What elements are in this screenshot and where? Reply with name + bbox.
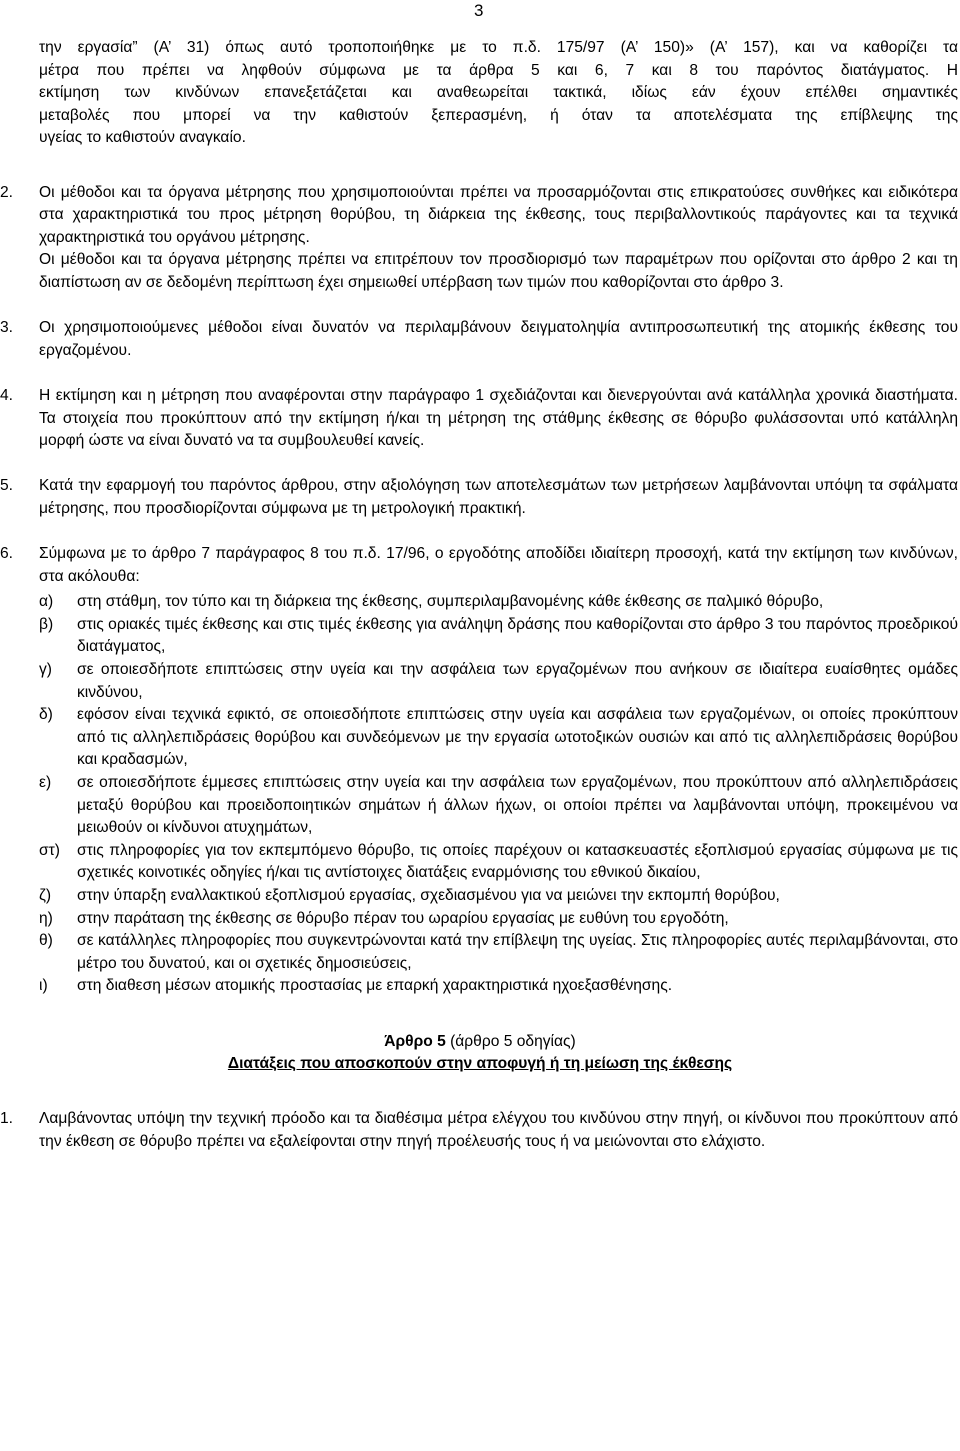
intro-paragraph (39, 37, 958, 60)
article-subtitle: Διατάξεις που αποσκοπούν στην αποφυγή ή τη μείωση της έκθεσης (227, 1055, 733, 1073)
paragraph-number: 1. (0, 1110, 14, 1128)
sub-list-text: στη διαθεση μέσων ατομικής προστασίας με επαρκή χαρακτηριστικά ηχοεξασθένησης. (77, 977, 673, 995)
sub-list-item (39, 975, 958, 998)
sub-list-letter: α) (39, 593, 54, 611)
paragraph-text: Η εκτίμηση και η μέτρηση που αναφέρονται στην παράγραφο 1 σχεδιάζονται και διενεργούνται ανά κατάλληλα χρονικά διαστήματα. Τα στοιχεία που προκύπτουν από την εκτίμηση ή/και τη μέτρηση της στάθμης έκθεσης σε θόρυβο φυλάσσονται υπό κατάλληλη μορφή ώστε να είναι δυνατό να τα συμβουλευθεί κανείς. (39, 386, 958, 450)
intro-line: την εργασία” (Α’ 31) όπως αυτό τροποποιήθηκε με το π.δ. 175/97 (Α’ 150)» (Α’ 157), και να καθορίζει τα (39, 39, 958, 56)
paragraph-text (39, 249, 958, 294)
sub-list-text: στην παράταση της έκθεσης σε θόρυβο πέραν του ωραρίου εργασίας με ευθύνη του εργοδότη, (77, 909, 729, 927)
intro-line: μέτρα που πρέπει να ληφθούν σύμφωνα με τα άρθρα 5 και 6, 7 και 8 του παρόντος διατάγματος. Η (39, 61, 958, 79)
sub-list (39, 591, 958, 998)
sub-list-text: σε οποιεσδήποτε έμμεσες επιπτώσεις στην υγεία και την ασφάλεια των εργαζομένων, που προκύπτουν από αλληλεπιδράσεις μεταξύ θορύβου και προειδοποιητικών σημάτων ή άλλων ήχων, οι οποίοι πρέπει να λαμβάνονται υπόψη, προκειμένου να μειωθούν οι κίνδυνοι ατυχημάτων, (77, 774, 958, 837)
intro-line: μεταβολές που μπορεί να την καθιστούν ξεπερασμένη, ή όταν τα αποτελέσματα της επίβλεψης της (39, 106, 958, 124)
sub-list-letter: ι) (39, 977, 48, 995)
intro-paragraph (39, 105, 958, 128)
intro-line: εκτίμηση των κινδύνων επανεξετάζεται και αναθεωρείται τακτικά, ιδίως εάν έχουν επέλθει σημαντικές (39, 84, 958, 102)
sub-list-letter: β) (39, 615, 54, 633)
article-heading (0, 1031, 960, 1076)
sub-list-letter: θ) (39, 932, 53, 950)
article-title-line (0, 1031, 960, 1054)
paragraph-text: Λαμβάνοντας υπόψη την τεχνική πρόοδο και τα διαθέσιμα μέτρα ελέγχου του κινδύνου στην πηγή, οι κίνδυνοι που προκύπτουν από την έκθεση σε θόρυβο πρέπει να εξαλείφονται στην πηγή προέλευσής τους ή να μειώνονται στο ελάχιστο. (39, 1110, 958, 1150)
intro-paragraph (39, 60, 958, 83)
sub-list-item (39, 614, 958, 659)
intro-paragraph (39, 127, 958, 150)
sub-list-item (39, 704, 958, 772)
paragraph-item-5: 5. Κατά την εφαρμογή του παρόντος άρθρου, στην αξιολόγηση των αποτελεσμάτων των μετρήσεων λαμβάνονται υπόψη τα σφάλματα μέτρησης, που προσδιορίζονται σύμφωνα με τη μετρολογική πρακτική. (39, 475, 958, 520)
page-number: 3 (474, 1, 484, 20)
article-paragraph-1 (0, 1108, 958, 1153)
paragraph-item-6: 6. Σύμφωνα με το άρθρο 7 παράγραφος 8 του π.δ. 17/96, ο εργοδότης αποδίδει ιδιαίτερη προσοχή, κατά την εκτίμηση των κινδύνων, στα ακόλουθα: α) στη στάθμη, τον τύπο και τη διάρκεια της έκθεσης, συμπεριλαμβανομένης κάθε έκθεσης σε παλμικό θόρυβο, β) στις οριακές τιμές έκθεσης και στις τιμές έκθεσης για ανάληψη δράσης που καθορίζονται στο άρθρο 3 του παρόντος προεδρικού διατάγματος, γ) σε οποιεσδήποτε επιπτώσεις στην υγεία και την ασφάλεια των εργαζομένων που ανήκουν σε ιδιαίτερα ευαίσθητες ομάδες κινδύνου, δ) εφόσον είναι τεχνικά εφικτό, σε οποιεσδήποτε επιπτώσεις στην υγεία και ασφάλεια των εργαζομένων, οι οποίες προκύπτουν από τις αλληλεπιδράσεις θορύβου και συνδεόμενων με την εργασία ωτοτοξικών ουσιών και από τις αλληλεπιδράσεις θορύβου και κραδασμών, ε) σε οποιεσδήποτε έμμεσες επιπτώσεις στην υγεία και την ασφάλεια των εργαζομένων, που προκύπτουν από αλληλεπιδράσεις μεταξύ θορύβου και προειδοποιητικών σημάτων ή άλλων ήχων, οι οποίοι πρέπει να λαμβάνονται υπόψη, προκειμένου να μειωθούν οι κίνδυνοι ατυχημάτων, στ) στις πληροφορίες για τον εκπεμπόμενο θόρυβο, τις οποίες παρέχουν οι κατασκευαστές εξοπλισμού εργασίας σύμφωνα με τις σχετικές κοινοτικές οδηγίες ή/και τις αντίστοιχες διατάξεις εναρμόνισης του εθνικού δικαίου, ζ) στην ύπαρξη εναλλακτικού εξοπλισμού εργασίας, σχεδιασμένου για να μειώνει την εκπομπή θορύβου, η) στην παράταση της έκθεσης σε θόρυβο πέραν του ωραρίου εργασίας με ευθύνη του εργοδότη, θ) σε κατάλληλες πληροφορίες που συγκεντρώνονται κατά την επίβλεψη της υγείας. Στις πληροφορίες αυτές περιλαμβάνονται, στο μέτρο του δυνατού, και οι σχετικές δημοσιεύσεις, ι) στη διαθεση μέσων ατομικής προστασίας με επαρκή χαρακτηριστικά ηχοεξασθένησης. (39, 543, 958, 998)
sub-list-item (39, 659, 958, 704)
paragraph-text-span: Οι μέθοδοι και τα όργανα μέτρησης πρέπει να επιτρέπουν τον προσδιορισμό των παραμέτρων που ορίζονται στο άρθρο 2 και τη διαπίστωση αν σε δεδομένη περίπτωση έχει σημειωθεί υπέρβαση των τιμών που καθορίζονται στο άρθρο 3. (39, 251, 958, 291)
sub-list-item (39, 908, 958, 931)
sub-list-item (39, 930, 958, 975)
sub-list-letter: στ) (39, 841, 60, 859)
paragraph-item-3: 3. Οι χρησιμοποιούμενες μέθοδοι είναι δυνατόν να περιλαμβάνουν δειγματοληψία αντιπροσωπευτική της ατομικής έκθεσης του εργαζομένου. (39, 317, 958, 362)
sub-list-letter: η) (39, 909, 53, 927)
sub-list-letter: δ) (39, 706, 53, 724)
sub-list-item (39, 591, 958, 614)
article-title: Άρθρο 5 (384, 1032, 446, 1050)
sub-list-letter: ε) (39, 774, 52, 791)
paragraph-item-2: 2. Οι μέθοδοι και τα όργανα μέτρησης που χρησιμοποιούνται πρέπει να προσαρμόζονται στις επικρατούσες συνθήκες και ειδικότερα στα χαρακτηριστικά του προς μέτρηση θορύβου, τη διάρκεια της έκθεσης, τους περιβαλλοντικούς παράγοντες και τα τεχνικά χαρακτηριστικά του οργάνου μέτρησης. Οι μέθοδοι και τα όργανα μέτρησης πρέπει να επιτρέπουν τον προσδιορισμό των παραμέτρων που ορίζονται στο άρθρο 2 και τη διαπίστωση αν σε δεδομένη περίπτωση έχει σημειωθεί υπέρβαση των τιμών που καθορίζονται στο άρθρο 3. (39, 182, 958, 295)
sub-list-item (39, 840, 958, 885)
sub-list-letter: ζ) (39, 886, 52, 904)
sub-list-text: στις οριακές τιμές έκθεσης και στις τιμές έκθεσης για ανάληψη δράσης που καθορίζονται στο άρθρο 3 του παρόντος προεδρικού διατάγματος, (77, 615, 958, 656)
intro-line: υγείας το καθιστούν αναγκαίο. (39, 129, 246, 147)
sub-list-text: στις πληροφορίες για τον εκπεμπόμενο θόρυβο, τις οποίες παρέχουν οι κατασκευαστές εξοπλισμού εργασίας σύμφωνα με τις σχετικές κοινοτικές οδηγίες ή/και τις αντίστοιχες διατάξεις εναρμόνισης του εθνικού δικαίου, (77, 841, 958, 882)
intro-paragraph (39, 82, 958, 105)
sub-list-text: στη στάθμη, τον τύπο και τη διάρκεια της έκθεσης, συμπεριλαμβανομένης κάθε έκθεσης σε παλμικό θόρυβο, (77, 593, 824, 611)
sub-list-letter: γ) (39, 661, 52, 679)
sub-list-item (39, 885, 958, 908)
sub-list-item (39, 772, 958, 840)
paragraph-text: Σύμφωνα με το άρθρο 7 παράγραφος 8 του π.δ. 17/96, ο εργοδότης αποδίδει ιδιαίτερη προσοχή, κατά την εκτίμηση των κινδύνων, στα ακόλουθα: (39, 545, 958, 585)
article-title-suffix: (άρθρο 5 οδηγίας) (445, 1032, 576, 1050)
paragraph-text: Οι χρησιμοποιούμενες μέθοδοι είναι δυνατόν να περιλαμβάνουν δειγματοληψία αντιπροσωπευτική της ατομικής έκθεσης του εργαζομένου. (39, 319, 958, 359)
document-body (0, 37, 958, 1154)
paragraph-text (39, 182, 958, 250)
paragraph-text: Κατά την εφαρμογή του παρόντος άρθρου, στην αξιολόγηση των αποτελεσμάτων των μετρήσεων λαμβάνονται υπόψη τα σφάλματα μέτρησης, που προσδιορίζονται σύμφωνα με τη μετρολογική πρακτική. (39, 477, 958, 517)
sub-list-text: σε κατάλληλες πληροφορίες που συγκεντρώνονται κατά την επίβλεψη της υγείας. Στις πληροφορίες αυτές περιλαμβάνονται, στο μέτρο του δυνατού, και οι σχετικές δημοσιεύσεις, (77, 932, 958, 972)
paragraph-item-4: 4. Η εκτίμηση και η μέτρηση που αναφέρονται στην παράγραφο 1 σχεδιάζονται και διενεργούνται ανά κατάλληλα χρονικά διαστήματα. Τα στοιχεία που προκύπτουν από την εκτίμηση ή/και τη μέτρηση της στάθμης έκθεσης σε θόρυβο φυλάσσονται υπό κατάλληλη μορφή ώστε να είναι δυνατό να τα συμβουλευθεί κανείς. (39, 385, 958, 453)
sub-list-text: σε οποιεσδήποτε επιπτώσεις στην υγεία και την ασφάλεια των εργαζομένων που ανήκουν σε ιδιαίτερα ευαίσθητες ομάδες κινδύνου, (77, 661, 958, 701)
paragraph-text-span: Οι μέθοδοι και τα όργανα μέτρησης που χρησιμοποιούνται πρέπει να προσαρμόζονται στις επικρατούσες συνθήκες και ειδικότερα στα χαρακτηριστικά του προς μέτρηση θορύβου, τη διάρκεια της έκθεσης, τους περιβαλλοντικούς παράγοντες και τα τεχνικά χαρακτηριστικά του οργάνου μέτρησης. (39, 183, 958, 246)
sub-list-text: στην ύπαρξη εναλλακτικού εξοπλισμού εργασίας, σχεδιασμένου για να μειώνει την εκπομπή θορύβου, (77, 886, 780, 904)
sub-list-text: εφόσον είναι τεχνικά εφικτό, σε οποιεσδήποτε επιπτώσεις στην υγεία και ασφάλεια των εργαζομένων, οι οποίες προκύπτουν από τις αλληλεπιδράσεις θορύβου και συνδεόμενων με την εργασία ωτοτοξικών ουσιών και από τις αλληλεπιδράσεις θορύβου και κραδασμών, (77, 706, 958, 769)
